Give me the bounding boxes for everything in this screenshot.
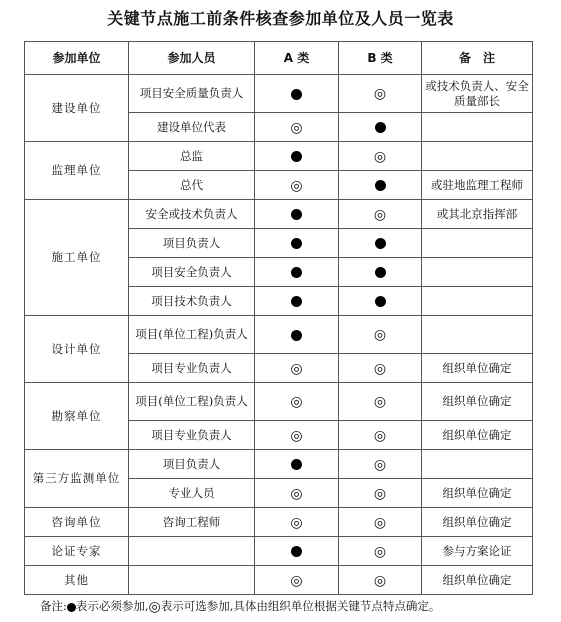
header-remark: 备 注: [422, 42, 533, 75]
optional-circle-icon: ◎: [373, 456, 387, 473]
optional-circle-icon: ◎: [373, 514, 387, 531]
person-cell: [129, 566, 255, 595]
table-row: [25, 383, 533, 421]
unit-cell: 第三方监测单位: [25, 450, 129, 508]
person-cell: 总监: [129, 142, 255, 171]
unit-cell: 勘察单位: [25, 383, 129, 450]
person-cell: 总代: [129, 171, 255, 200]
required-dot-icon: [375, 267, 386, 278]
class-a-cell: [255, 383, 339, 421]
class-b-cell: [339, 287, 422, 316]
person-cell: 建设单位代表: [129, 113, 255, 142]
optional-circle-icon: ◎: [373, 572, 387, 589]
optional-circle-icon: ◎: [290, 360, 303, 377]
person-cell: 项目安全负责人: [129, 258, 255, 287]
header-a: A 类: [255, 42, 339, 75]
page-title: 关键节点施工前条件核查参加单位及人员一览表: [107, 9, 454, 28]
class-b-cell: [339, 450, 422, 479]
header-row: [25, 42, 533, 75]
required-dot-icon: [291, 459, 302, 470]
optional-circle-icon: ◎: [290, 177, 303, 194]
remark-cell: 组织单位确定: [422, 508, 533, 537]
class-b-cell: [339, 316, 422, 354]
unit-cell: 论证专家: [25, 537, 129, 566]
optional-circle-icon: ◎: [373, 206, 387, 223]
required-dot-icon: [375, 238, 386, 249]
class-b-cell: [339, 421, 422, 450]
footnote-required: 表示必须参加,: [75, 599, 149, 613]
class-a-cell: [255, 287, 339, 316]
optional-circle-icon: ◎: [290, 119, 303, 136]
remark-cell: 组织单位确定: [422, 383, 533, 421]
header-unit: 参加单位: [25, 42, 129, 75]
optional-circle-icon: ◎: [290, 394, 303, 410]
unit-cell: 建设单位: [25, 75, 129, 142]
required-dot-icon: [375, 180, 386, 191]
person-cell: 咨询工程师: [129, 508, 255, 537]
person-cell: 项目专业负责人: [129, 354, 255, 383]
header-b: B 类: [339, 42, 422, 75]
person-cell: 专业人员: [129, 479, 255, 508]
table-row: [25, 450, 533, 479]
class-b-cell: [339, 113, 422, 142]
optional-circle-icon: ◎: [290, 514, 303, 531]
required-dot-icon: [291, 89, 302, 100]
person-cell: 项目技术负责人: [129, 287, 255, 316]
optional-circle-icon: ◎: [290, 572, 303, 589]
required-dot-icon: [375, 296, 386, 307]
unit-cell: 施工单位: [25, 200, 129, 316]
class-b-cell: [339, 200, 422, 229]
required-dot-icon: [291, 238, 302, 249]
required-dot-icon: [291, 209, 302, 220]
class-b-cell: [339, 171, 422, 200]
required-dot-icon: [291, 546, 302, 557]
optional-circle-icon: ◎: [290, 485, 303, 502]
optional-circle-icon: ◎: [373, 394, 387, 410]
class-a-cell: [255, 200, 339, 229]
class-a-cell: [255, 113, 339, 142]
class-a-cell: [255, 566, 339, 595]
class-a-cell: [255, 354, 339, 383]
remark-cell: [422, 258, 533, 287]
person-cell: [129, 537, 255, 566]
class-a-cell: [255, 479, 339, 508]
table-row: [25, 316, 533, 354]
optional-circle-icon: ◎: [373, 327, 387, 343]
remark-cell: [422, 287, 533, 316]
optional-circle-icon: ◎: [373, 485, 387, 502]
required-dot-icon: [291, 267, 302, 278]
class-a-cell: [255, 142, 339, 171]
person-cell: 项目负责人: [129, 229, 255, 258]
participants-table: [24, 41, 533, 595]
remark-cell: [422, 113, 533, 142]
class-b-cell: [339, 508, 422, 537]
remark-cell: 组织单位确定: [422, 354, 533, 383]
class-b-cell: [339, 479, 422, 508]
unit-cell: 其他: [25, 566, 129, 595]
class-b-cell: [339, 566, 422, 595]
remark-cell: 或驻地监理工程师: [422, 171, 533, 200]
remark-cell: 组织单位确定: [422, 566, 533, 595]
table-row: [25, 537, 533, 566]
optional-circle-icon: ◎: [373, 427, 387, 444]
person-cell: 安全或技术负责人: [129, 200, 255, 229]
class-a-cell: [255, 508, 339, 537]
remark-cell: [422, 229, 533, 258]
table-row: [25, 200, 533, 229]
footnote: [40, 598, 440, 614]
class-b-cell: [339, 383, 422, 421]
class-a-cell: [255, 537, 339, 566]
class-a-cell: [255, 229, 339, 258]
table-row: [25, 75, 533, 113]
optional-symbol-icon: ◎: [148, 599, 161, 615]
person-cell: 项目(单位工程)负责人: [129, 316, 255, 354]
class-b-cell: [339, 354, 422, 383]
footnote-optional: 表示可选参加,具体由组织单位根据关键节点特点确定。: [160, 599, 441, 613]
class-b-cell: [339, 258, 422, 287]
optional-circle-icon: ◎: [290, 427, 303, 444]
person-cell: 项目专业负责人: [129, 421, 255, 450]
class-b-cell: [339, 537, 422, 566]
header-person: 参加人员: [129, 42, 255, 75]
optional-circle-icon: ◎: [373, 543, 387, 560]
table-row: [25, 566, 533, 595]
remark-cell: 组织单位确定: [422, 421, 533, 450]
class-a-cell: [255, 75, 339, 113]
remark-cell: [422, 316, 533, 354]
remark-cell: [422, 450, 533, 479]
footnote-prefix: 备注:: [40, 599, 67, 613]
required-symbol-icon: [67, 603, 76, 612]
required-dot-icon: [291, 330, 302, 341]
class-a-cell: [255, 450, 339, 479]
unit-cell: 咨询单位: [25, 508, 129, 537]
class-a-cell: [255, 316, 339, 354]
remark-cell: 或其北京指挥部: [422, 200, 533, 229]
optional-circle-icon: ◎: [373, 148, 387, 165]
remark-cell: 或技术负责人、安全质量部长: [422, 75, 533, 113]
unit-cell: 设计单位: [25, 316, 129, 383]
class-a-cell: [255, 258, 339, 287]
unit-cell: 监理单位: [25, 142, 129, 200]
class-b-cell: [339, 75, 422, 113]
person-cell: 项目安全质量负责人: [129, 75, 255, 113]
class-b-cell: [339, 229, 422, 258]
remark-cell: [422, 142, 533, 171]
person-cell: 项目负责人: [129, 450, 255, 479]
remark-cell: 参与方案论证: [422, 537, 533, 566]
table-row: [25, 142, 533, 171]
class-b-cell: [339, 142, 422, 171]
optional-circle-icon: ◎: [373, 86, 387, 102]
optional-circle-icon: ◎: [373, 360, 387, 377]
class-a-cell: [255, 421, 339, 450]
class-a-cell: [255, 171, 339, 200]
required-dot-icon: [291, 296, 302, 307]
required-dot-icon: [291, 151, 302, 162]
remark-cell: 组织单位确定: [422, 479, 533, 508]
person-cell: 项目(单位工程)负责人: [129, 383, 255, 421]
table-row: [25, 508, 533, 537]
required-dot-icon: [375, 122, 386, 133]
